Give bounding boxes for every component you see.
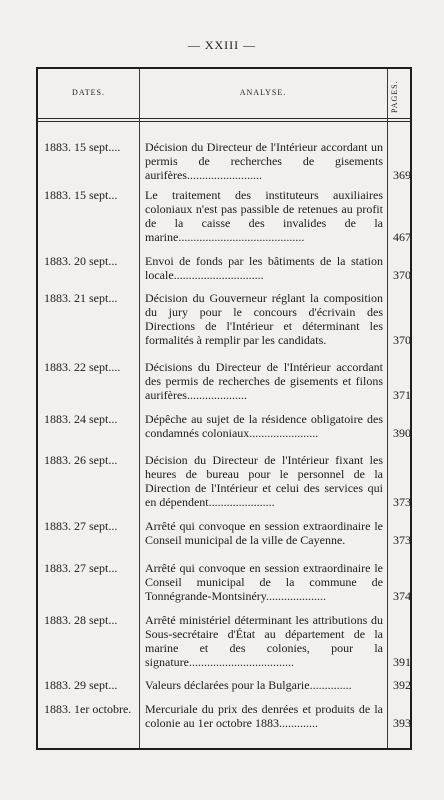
entry-page: 392 [393, 678, 411, 692]
entry-analysis: Décision du Directeur de l'Intérieur fixant les heures de bureau pour le personnel de la Direction de l'Intérieur et celui des services qui en dépendent...................... [145, 453, 383, 509]
entry-page: 467 [393, 230, 411, 244]
entry-page: 374 [393, 589, 411, 603]
header-rule [38, 121, 410, 122]
entry-date: 1883. 24 sept... [44, 412, 118, 426]
column-divider [139, 69, 140, 748]
entry-date: 1883. 21 sept... [44, 291, 118, 305]
index-table [36, 67, 412, 750]
entry-page: 391 [393, 655, 411, 669]
header-pages: PAGES. [390, 80, 399, 113]
entry-analysis: Mercuriale du prix des denrées et produits de la colonie au 1er octobre 1883............. [145, 702, 383, 730]
entry-date: 1883. 15 sept... [44, 188, 118, 202]
entry-page: 390 [393, 426, 411, 440]
entry-date: 1883. 20 sept... [44, 254, 118, 268]
entry-page: 393 [393, 716, 411, 730]
table-header [38, 69, 410, 119]
entry-analysis: Arrêté qui convoque en session extraordinaire le Conseil municipal de la ville de Cayenne. [145, 519, 383, 547]
entry-page: 370 [393, 333, 411, 347]
entry-date: 1883. 27 sept... [44, 519, 118, 533]
entry-page: 373 [393, 495, 411, 509]
header-dates: DATES. [72, 88, 105, 97]
entry-date: 1883. 28 sept... [44, 613, 118, 627]
entry-date: 1883. 15 sept.... [44, 140, 121, 154]
entry-analysis: Le traitement des instituteurs auxiliaires coloniaux n'est pas passible de retenues au profit de la caisse des invalides de la marine.......................................... [145, 188, 383, 244]
entry-date: 1883. 22 sept.... [44, 360, 121, 374]
entry-analysis: Décisions du Directeur de l'Intérieur accordant des permis de recherches de gisements et filons aurifères.................... [145, 360, 383, 402]
entry-analysis: Arrêté ministériel déterminant les attributions du Sous-secrétaire d'État au département de la marine et des colonies, pour la signature................................... [145, 613, 383, 669]
header-analyse: ANALYSE. [239, 88, 287, 97]
entry-analysis: Décision du Gouverneur réglant la composition du jury pour le concours d'écrivain des Directions de l'Intérieur et déterminant les formalités à remplir par les candidats. [145, 291, 383, 347]
entry-page: 370 [393, 268, 411, 282]
entry-date: 1883. 1er octobre. [44, 702, 132, 716]
entry-analysis: Décision du Directeur de l'Intérieur accordant un permis de recherches de gisements aurifères......................... [145, 140, 383, 182]
entry-date: 1883. 26 sept... [44, 453, 118, 467]
page-header: — XXIII — [187, 38, 257, 52]
entry-analysis: Envoi de fonds par les bâtiments de la station locale.............................. [145, 254, 383, 282]
entry-date: 1883. 29 sept... [44, 678, 118, 692]
entry-analysis: Valeurs déclarées pour la Bulgarie.............. [145, 678, 352, 692]
column-divider [387, 69, 388, 748]
entry-analysis: Arrêté qui convoque en session extraordinaire le Conseil municipal de la commune de Tonnégrande-Montsinéry.................... [145, 561, 383, 603]
entry-page: 371 [393, 388, 411, 402]
entry-analysis: Dépêche au sujet de la résidence obligatoire des condamnés coloniaux....................... [145, 412, 383, 440]
entry-page: 369 [393, 168, 411, 182]
entry-date: 1883. 27 sept... [44, 561, 118, 575]
entry-page: 373 [393, 533, 411, 547]
